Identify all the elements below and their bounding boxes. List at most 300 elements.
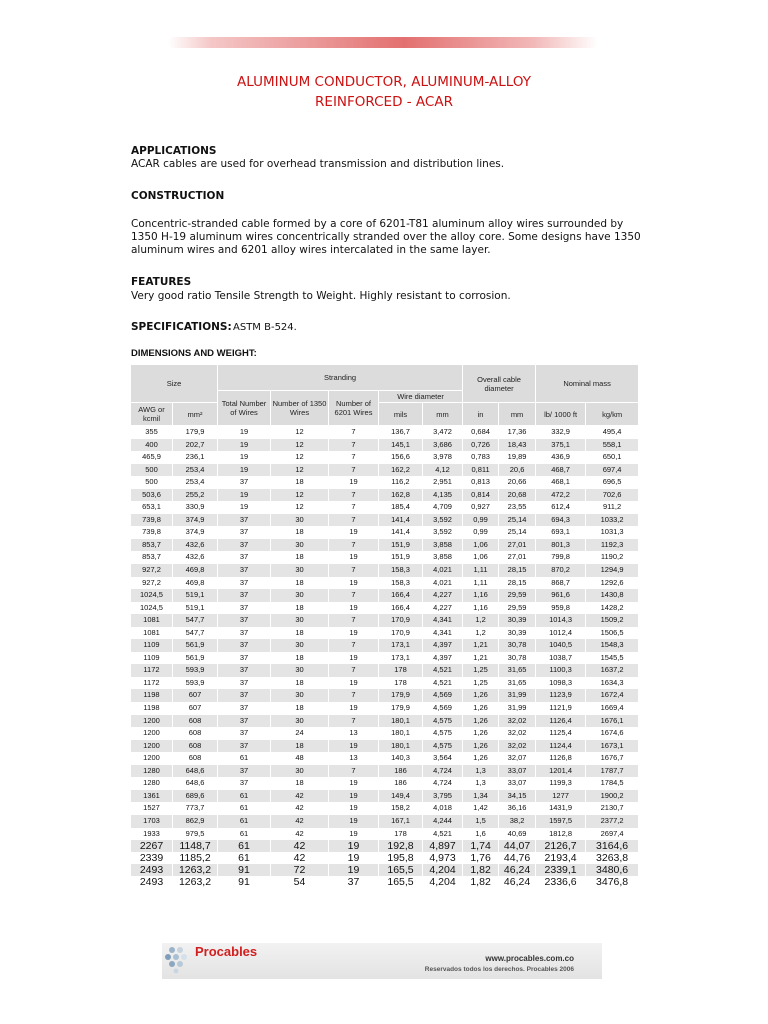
cell-mm2: 561,9 xyxy=(173,639,218,652)
cell-wires-1350: 42 xyxy=(271,840,329,852)
cell-overall-mm: 38,2 xyxy=(499,815,536,828)
cell-wire-mm: 4,12 xyxy=(423,464,463,477)
cell-wires-6201: 7 xyxy=(329,501,379,514)
cell-total-wires: 19 xyxy=(218,501,271,514)
cell-wires-1350: 42 xyxy=(271,802,329,815)
cell-lb-1000ft: 1126,8 xyxy=(536,752,586,765)
cell-mils: 151,9 xyxy=(379,539,423,552)
cell-overall-mm: 25,14 xyxy=(499,526,536,539)
cell-mils: 195,8 xyxy=(379,852,423,864)
table-row xyxy=(131,727,639,740)
cell-wire-mm: 2,951 xyxy=(423,476,463,489)
cell-lb-1000ft: 1040,5 xyxy=(536,639,586,652)
cell-wires-6201: 19 xyxy=(329,815,379,828)
cell-lb-1000ft: 694,3 xyxy=(536,514,586,527)
cell-awg: 1198 xyxy=(131,689,173,702)
cell-mm2: 648,6 xyxy=(173,777,218,790)
cell-kg-km: 1674,6 xyxy=(586,727,639,740)
construction-text: Concentric-stranded cable formed by a core of 6201-T81 aluminum alloy wires surrounded by 1350 H-19 aluminum wires concentrically stranded over the alloy core. Some designs have 1350 aluminum wires and 6201 alloy wires intercalated in the same layer. xyxy=(131,218,641,256)
header-mm-overall: mm xyxy=(499,403,536,426)
cell-mm2: 179,9 xyxy=(173,426,218,439)
header-mils: mils xyxy=(379,403,423,426)
cell-kg-km: 650,1 xyxy=(586,451,639,464)
cell-lb-1000ft: 2126,7 xyxy=(536,840,586,852)
cell-mm2: 374,9 xyxy=(173,526,218,539)
cell-mils: 140,3 xyxy=(379,752,423,765)
cell-wire-mm: 4,521 xyxy=(423,677,463,690)
cell-total-wires: 37 xyxy=(218,589,271,602)
cell-wire-mm: 4,973 xyxy=(423,852,463,864)
table-row xyxy=(131,639,639,652)
cell-mils: 170,9 xyxy=(379,614,423,627)
cell-mils: 165,5 xyxy=(379,876,423,888)
table-row xyxy=(131,802,639,815)
cell-wires-6201: 19 xyxy=(329,840,379,852)
cell-total-wires: 91 xyxy=(218,864,271,876)
header-total-wires: Total Number of Wires xyxy=(218,391,271,426)
cell-wires-1350: 42 xyxy=(271,790,329,803)
table-row xyxy=(131,526,639,539)
cell-mm2: 519,1 xyxy=(173,602,218,615)
cell-wire-mm: 4,575 xyxy=(423,740,463,753)
cell-lb-1000ft: 1124,4 xyxy=(536,740,586,753)
cell-in: 1,11 xyxy=(463,577,499,590)
cell-kg-km: 1900,2 xyxy=(586,790,639,803)
cell-in: 1,3 xyxy=(463,777,499,790)
cell-overall-mm: 19,89 xyxy=(499,451,536,464)
cell-awg: 355 xyxy=(131,426,173,439)
cell-in: 1,26 xyxy=(463,715,499,728)
cell-in: 1,26 xyxy=(463,702,499,715)
features-text: Very good ratio Tensile Strength to Weight. Highly resistant to corrosion. xyxy=(131,290,511,302)
cell-mm2: 561,9 xyxy=(173,652,218,665)
cell-wires-1350: 12 xyxy=(271,426,329,439)
cell-total-wires: 37 xyxy=(218,602,271,615)
cell-awg: 465,9 xyxy=(131,451,173,464)
cell-wires-1350: 30 xyxy=(271,664,329,677)
cell-mils: 180,1 xyxy=(379,740,423,753)
cell-kg-km: 2697,4 xyxy=(586,828,639,841)
construction-heading: CONSTRUCTION xyxy=(131,190,225,202)
cell-awg: 1081 xyxy=(131,614,173,627)
cell-overall-mm: 31,99 xyxy=(499,702,536,715)
cell-wires-6201: 7 xyxy=(329,589,379,602)
cell-overall-mm: 30,39 xyxy=(499,614,536,627)
cell-total-wires: 37 xyxy=(218,539,271,552)
table-row xyxy=(131,627,639,640)
cell-mm2: 253,4 xyxy=(173,476,218,489)
table-row xyxy=(131,501,639,514)
cell-mils: 162,2 xyxy=(379,464,423,477)
cell-kg-km: 1673,1 xyxy=(586,740,639,753)
cell-wire-mm: 3,472 xyxy=(423,426,463,439)
header-size: Size xyxy=(131,365,218,403)
cell-mm2: 1185,2 xyxy=(173,852,218,864)
cell-wire-mm: 3,592 xyxy=(423,514,463,527)
cell-mm2: 608 xyxy=(173,727,218,740)
cell-wires-1350: 12 xyxy=(271,489,329,502)
cell-total-wires: 37 xyxy=(218,476,271,489)
cell-in: 1,26 xyxy=(463,752,499,765)
cell-wire-mm: 4,575 xyxy=(423,727,463,740)
cell-total-wires: 61 xyxy=(218,790,271,803)
cell-kg-km: 1190,2 xyxy=(586,551,639,564)
cell-awg: 2267 xyxy=(131,840,173,852)
cell-overall-mm: 31,99 xyxy=(499,689,536,702)
cell-total-wires: 37 xyxy=(218,677,271,690)
cell-wires-1350: 30 xyxy=(271,689,329,702)
cell-wire-mm: 4,724 xyxy=(423,765,463,778)
cell-wire-mm: 3,978 xyxy=(423,451,463,464)
table-body xyxy=(131,426,639,889)
cell-wire-mm: 4,341 xyxy=(423,614,463,627)
cell-awg: 1933 xyxy=(131,828,173,841)
cell-kg-km: 1292,6 xyxy=(586,577,639,590)
cell-mils: 178 xyxy=(379,677,423,690)
cell-mils: 141,4 xyxy=(379,514,423,527)
cell-overall-mm: 31,65 xyxy=(499,664,536,677)
header-1350-wires: Number of 1350 Wires xyxy=(271,391,329,426)
cell-total-wires: 37 xyxy=(218,727,271,740)
cell-wires-1350: 42 xyxy=(271,815,329,828)
cell-overall-mm: 27,01 xyxy=(499,539,536,552)
cell-mm2: 608 xyxy=(173,715,218,728)
cell-wires-6201: 19 xyxy=(329,828,379,841)
cell-overall-mm: 33,07 xyxy=(499,765,536,778)
cell-kg-km: 1033,2 xyxy=(586,514,639,527)
cell-in: 0,99 xyxy=(463,526,499,539)
cell-total-wires: 61 xyxy=(218,840,271,852)
cell-lb-1000ft: 1201,4 xyxy=(536,765,586,778)
cell-overall-mm: 40,69 xyxy=(499,828,536,841)
cell-mm2: 1263,2 xyxy=(173,864,218,876)
cell-lb-1000ft: 2336,6 xyxy=(536,876,586,888)
cell-mils: 185,4 xyxy=(379,501,423,514)
cell-lb-1000ft: 1100,3 xyxy=(536,664,586,677)
table-row xyxy=(131,677,639,690)
header-lb-1000ft: lb/ 1000 ft xyxy=(536,403,586,426)
cell-wires-6201: 7 xyxy=(329,539,379,552)
cell-total-wires: 37 xyxy=(218,526,271,539)
cell-mils: 158,3 xyxy=(379,564,423,577)
specifications-value: ASTM B-524. xyxy=(233,322,297,333)
cell-wires-6201: 7 xyxy=(329,514,379,527)
cell-kg-km: 1031,3 xyxy=(586,526,639,539)
cell-wires-1350: 18 xyxy=(271,577,329,590)
cell-total-wires: 37 xyxy=(218,639,271,652)
cell-kg-km: 1669,4 xyxy=(586,702,639,715)
cell-wires-6201: 7 xyxy=(329,765,379,778)
cell-kg-km: 2130,7 xyxy=(586,802,639,815)
cell-mm2: 547,7 xyxy=(173,614,218,627)
cell-overall-mm: 32,07 xyxy=(499,752,536,765)
cell-overall-mm: 34,15 xyxy=(499,790,536,803)
cell-wire-mm: 4,397 xyxy=(423,639,463,652)
cell-mils: 165,5 xyxy=(379,864,423,876)
cell-mils: 149,4 xyxy=(379,790,423,803)
cell-in: 0,684 xyxy=(463,426,499,439)
cell-in: 0,726 xyxy=(463,439,499,452)
cell-total-wires: 37 xyxy=(218,664,271,677)
cell-wires-6201: 13 xyxy=(329,752,379,765)
cell-total-wires: 37 xyxy=(218,564,271,577)
cell-awg: 2339 xyxy=(131,852,173,864)
cell-wire-mm: 4,521 xyxy=(423,664,463,677)
cell-awg: 1081 xyxy=(131,627,173,640)
cell-wires-6201: 37 xyxy=(329,876,379,888)
cell-awg: 2493 xyxy=(131,876,173,888)
cell-wires-1350: 12 xyxy=(271,451,329,464)
cell-awg: 500 xyxy=(131,476,173,489)
cell-wires-6201: 19 xyxy=(329,652,379,665)
cell-total-wires: 37 xyxy=(218,627,271,640)
cell-mils: 180,1 xyxy=(379,727,423,740)
cell-kg-km: 911,2 xyxy=(586,501,639,514)
cell-awg: 400 xyxy=(131,439,173,452)
cell-kg-km: 1294,9 xyxy=(586,564,639,577)
cell-awg: 1109 xyxy=(131,639,173,652)
cell-total-wires: 37 xyxy=(218,765,271,778)
cell-overall-mm: 31,65 xyxy=(499,677,536,690)
table-row xyxy=(131,464,639,477)
cell-wires-1350: 30 xyxy=(271,514,329,527)
cell-mils: 158,3 xyxy=(379,577,423,590)
cell-kg-km: 1192,3 xyxy=(586,539,639,552)
cell-wires-1350: 30 xyxy=(271,639,329,652)
cell-lb-1000ft: 801,3 xyxy=(536,539,586,552)
cell-awg: 1361 xyxy=(131,790,173,803)
cell-lb-1000ft: 870,2 xyxy=(536,564,586,577)
cell-wires-6201: 7 xyxy=(329,451,379,464)
cell-overall-mm: 20,6 xyxy=(499,464,536,477)
table-row xyxy=(131,790,639,803)
cell-mils: 170,9 xyxy=(379,627,423,640)
cell-wires-1350: 12 xyxy=(271,439,329,452)
table-row xyxy=(131,577,639,590)
cell-mils: 192,8 xyxy=(379,840,423,852)
dimensions-table xyxy=(130,364,639,888)
cell-mm2: 608 xyxy=(173,752,218,765)
cell-wire-mm: 4,575 xyxy=(423,715,463,728)
cell-in: 1,21 xyxy=(463,639,499,652)
cell-mm2: 593,9 xyxy=(173,677,218,690)
cell-lb-1000ft: 799,8 xyxy=(536,551,586,564)
cell-overall-mm: 25,14 xyxy=(499,514,536,527)
cell-kg-km: 1545,5 xyxy=(586,652,639,665)
header-kg-km: kg/km xyxy=(586,403,639,426)
cell-kg-km: 1676,7 xyxy=(586,752,639,765)
cell-in: 1,16 xyxy=(463,602,499,615)
cell-mm2: 607 xyxy=(173,702,218,715)
cell-wires-1350: 18 xyxy=(271,677,329,690)
cell-wires-6201: 7 xyxy=(329,464,379,477)
header-overall-diameter: Overall cable diameter xyxy=(463,365,536,403)
cell-total-wires: 61 xyxy=(218,815,271,828)
features-heading: FEATURES xyxy=(131,276,192,288)
cell-total-wires: 37 xyxy=(218,652,271,665)
cell-mils: 180,1 xyxy=(379,715,423,728)
cell-wire-mm: 4,724 xyxy=(423,777,463,790)
cell-kg-km: 1509,2 xyxy=(586,614,639,627)
cell-in: 0,814 xyxy=(463,489,499,502)
cell-wire-mm: 4,227 xyxy=(423,589,463,602)
cell-in: 1,2 xyxy=(463,614,499,627)
table-row xyxy=(131,614,639,627)
cell-wires-6201: 13 xyxy=(329,727,379,740)
cell-wires-6201: 19 xyxy=(329,702,379,715)
cell-mils: 116,2 xyxy=(379,476,423,489)
cell-wires-6201: 7 xyxy=(329,614,379,627)
cell-mm2: 519,1 xyxy=(173,589,218,602)
table-row xyxy=(131,815,639,828)
table-row xyxy=(131,702,639,715)
cell-wires-6201: 7 xyxy=(329,715,379,728)
cell-total-wires: 19 xyxy=(218,464,271,477)
cell-total-wires: 61 xyxy=(218,752,271,765)
cell-wires-1350: 18 xyxy=(271,526,329,539)
cell-wire-mm: 4,021 xyxy=(423,564,463,577)
cell-lb-1000ft: 332,9 xyxy=(536,426,586,439)
cell-wire-mm: 4,897 xyxy=(423,840,463,852)
cell-wire-mm: 4,018 xyxy=(423,802,463,815)
cell-wires-6201: 7 xyxy=(329,439,379,452)
cell-wires-1350: 18 xyxy=(271,652,329,665)
table-row xyxy=(131,439,639,452)
cell-mm2: 202,7 xyxy=(173,439,218,452)
cell-wires-1350: 18 xyxy=(271,740,329,753)
cell-lb-1000ft: 468,7 xyxy=(536,464,586,477)
cell-wire-mm: 4,135 xyxy=(423,489,463,502)
cell-overall-mm: 28,15 xyxy=(499,564,536,577)
cell-overall-mm: 46,24 xyxy=(499,864,536,876)
cell-lb-1000ft: 1123,9 xyxy=(536,689,586,702)
applications-heading: APPLICATIONS xyxy=(131,145,217,157)
cell-kg-km: 3263,8 xyxy=(586,852,639,864)
cell-wire-mm: 3,686 xyxy=(423,439,463,452)
cell-mm2: 469,8 xyxy=(173,564,218,577)
cell-lb-1000ft: 2339,1 xyxy=(536,864,586,876)
cell-wires-6201: 7 xyxy=(329,664,379,677)
title-line-1: ALUMINUM CONDUCTOR, ALUMINUM-ALLOY xyxy=(237,74,531,90)
cell-overall-mm: 20,68 xyxy=(499,489,536,502)
cell-kg-km: 1430,8 xyxy=(586,589,639,602)
website-url: www.procables.com.co xyxy=(485,954,574,963)
cell-wires-1350: 24 xyxy=(271,727,329,740)
cell-wires-6201: 7 xyxy=(329,426,379,439)
cell-lb-1000ft: 468,1 xyxy=(536,476,586,489)
cell-total-wires: 37 xyxy=(218,577,271,590)
cell-wires-6201: 19 xyxy=(329,551,379,564)
cell-kg-km: 702,6 xyxy=(586,489,639,502)
cell-in: 1,42 xyxy=(463,802,499,815)
cell-wires-1350: 30 xyxy=(271,589,329,602)
cell-kg-km: 1784,5 xyxy=(586,777,639,790)
cell-in: 1,82 xyxy=(463,876,499,888)
cell-mils: 186 xyxy=(379,777,423,790)
cell-mm2: 608 xyxy=(173,740,218,753)
cell-wires-1350: 18 xyxy=(271,777,329,790)
cell-overall-mm: 33,07 xyxy=(499,777,536,790)
cell-lb-1000ft: 1431,9 xyxy=(536,802,586,815)
cell-total-wires: 19 xyxy=(218,439,271,452)
cell-wires-6201: 19 xyxy=(329,790,379,803)
cell-lb-1000ft: 1597,5 xyxy=(536,815,586,828)
cell-in: 1,82 xyxy=(463,864,499,876)
table-row xyxy=(131,852,639,864)
cell-overall-mm: 44,07 xyxy=(499,840,536,852)
table-row xyxy=(131,551,639,564)
cell-total-wires: 61 xyxy=(218,852,271,864)
cell-mils: 145,1 xyxy=(379,439,423,452)
brand-name: Procables xyxy=(195,944,258,959)
cell-wires-6201: 7 xyxy=(329,639,379,652)
cell-mils: 179,9 xyxy=(379,689,423,702)
cell-total-wires: 37 xyxy=(218,715,271,728)
cell-overall-mm: 30,39 xyxy=(499,627,536,640)
table-row xyxy=(131,840,639,852)
cell-wires-6201: 7 xyxy=(329,689,379,702)
cell-total-wires: 37 xyxy=(218,702,271,715)
cell-awg: 1280 xyxy=(131,777,173,790)
cell-kg-km: 1506,5 xyxy=(586,627,639,640)
cell-awg: 1200 xyxy=(131,752,173,765)
cell-awg: 927,2 xyxy=(131,577,173,590)
applications-text: ACAR cables are used for overhead transmission and distribution lines. xyxy=(131,158,505,170)
table-row xyxy=(131,752,639,765)
cell-wires-1350: 30 xyxy=(271,614,329,627)
cell-awg: 1280 xyxy=(131,765,173,778)
cell-in: 0,783 xyxy=(463,451,499,464)
cell-wires-6201: 19 xyxy=(329,677,379,690)
cell-wires-1350: 12 xyxy=(271,464,329,477)
table-row xyxy=(131,765,639,778)
cell-kg-km: 2377,2 xyxy=(586,815,639,828)
table-row xyxy=(131,476,639,489)
cell-in: 1,06 xyxy=(463,539,499,552)
table-row xyxy=(131,864,639,876)
table-row xyxy=(131,828,639,841)
cell-in: 1,06 xyxy=(463,551,499,564)
cell-wires-6201: 19 xyxy=(329,852,379,864)
cell-mm2: 862,9 xyxy=(173,815,218,828)
cell-in: 1,74 xyxy=(463,840,499,852)
cell-wires-1350: 18 xyxy=(271,627,329,640)
cell-lb-1000ft: 961,6 xyxy=(536,589,586,602)
cell-overall-mm: 29,59 xyxy=(499,589,536,602)
cell-in: 1,26 xyxy=(463,740,499,753)
cell-kg-km: 3476,8 xyxy=(586,876,639,888)
cell-lb-1000ft: 1098,3 xyxy=(536,677,586,690)
cell-wires-6201: 19 xyxy=(329,627,379,640)
cell-awg: 1200 xyxy=(131,727,173,740)
cell-kg-km: 1676,1 xyxy=(586,715,639,728)
cell-overall-mm: 29,59 xyxy=(499,602,536,615)
cell-overall-mm: 30,78 xyxy=(499,639,536,652)
cell-in: 0,813 xyxy=(463,476,499,489)
cell-in: 1,16 xyxy=(463,589,499,602)
table-row xyxy=(131,715,639,728)
cell-in: 1,5 xyxy=(463,815,499,828)
cell-kg-km: 1787,7 xyxy=(586,765,639,778)
cell-lb-1000ft: 1038,7 xyxy=(536,652,586,665)
cell-kg-km: 696,5 xyxy=(586,476,639,489)
cell-wires-6201: 7 xyxy=(329,489,379,502)
cell-wire-mm: 4,021 xyxy=(423,577,463,590)
page-title xyxy=(0,72,768,112)
cell-wire-mm: 3,795 xyxy=(423,790,463,803)
cell-mils: 151,9 xyxy=(379,551,423,564)
cell-wires-1350: 12 xyxy=(271,501,329,514)
